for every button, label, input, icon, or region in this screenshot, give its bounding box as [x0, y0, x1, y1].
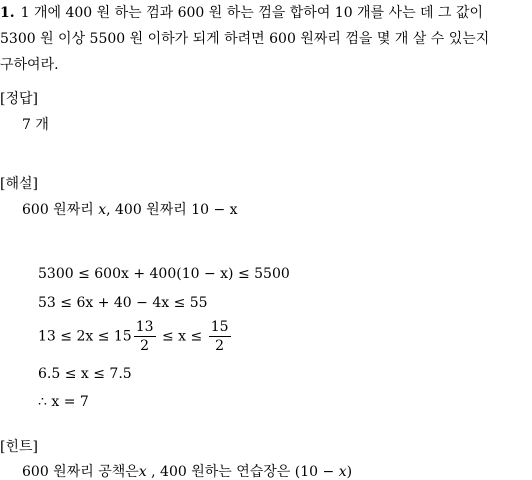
eq3-frac1-denominator: 2	[140, 338, 150, 354]
problem-line-1	[0, 0, 532, 26]
eq3-mid: ≤ x ≤	[161, 328, 203, 345]
hint-label: [힌트]	[0, 439, 38, 455]
hint-text-a: 600 원짜리 공책은	[22, 464, 139, 480]
hint-var-x: x	[138, 464, 147, 480]
eq3-frac2-numerator: 15	[210, 319, 229, 335]
problem-number: 1.	[0, 5, 15, 21]
problem-line-2	[0, 26, 532, 52]
problem-text-2: 5300 원 이상 5500 원 이하가 되게 하려면 600 원짜리 껌을 몇 개 살 수 있는지	[0, 31, 490, 47]
setup-text-b: , 400 원짜리 10 − x	[106, 202, 238, 218]
hint-text-c: )	[346, 464, 353, 480]
explanation-label: [해설]	[0, 176, 38, 192]
eq3-fraction-2	[209, 320, 231, 353]
hint-text	[22, 461, 352, 480]
eq3-frac1-numerator: 13	[135, 319, 154, 335]
equation-2: 53 ≤ 6x + 40 − 4x ≤ 55	[38, 295, 208, 311]
answer-value: 7 개	[22, 117, 49, 133]
equation-3	[38, 320, 233, 353]
equation-4: 6.5 ≤ x ≤ 7.5	[38, 366, 132, 382]
explanation-setup	[22, 199, 238, 219]
eq3-left: 13 ≤ 2x ≤ 15	[38, 328, 132, 345]
hint-var-x-2: x	[338, 464, 347, 480]
equation-5: ∴ x = 7	[38, 394, 89, 410]
eq3-fraction-1	[134, 320, 156, 353]
setup-text-a: 600 원짜리	[22, 202, 99, 218]
hint-text-b: , 400 원하는 연습장은 (10 −	[146, 464, 339, 480]
problem-statement	[0, 0, 532, 78]
eq3-frac2-denominator: 2	[215, 338, 225, 354]
problem-text-3: 구하여라.	[0, 57, 59, 73]
setup-var-x: x	[98, 202, 107, 218]
equation-1: 5300 ≤ 600x + 400(10 − x) ≤ 5500	[38, 266, 290, 282]
problem-text-1: 1 개에 400 원 하는 껌과 600 원 하는 껌을 합하여 10 개를 사는 데 그 값이	[20, 5, 484, 21]
problem-line-3	[0, 52, 532, 78]
answer-label: [정답]	[0, 91, 38, 107]
